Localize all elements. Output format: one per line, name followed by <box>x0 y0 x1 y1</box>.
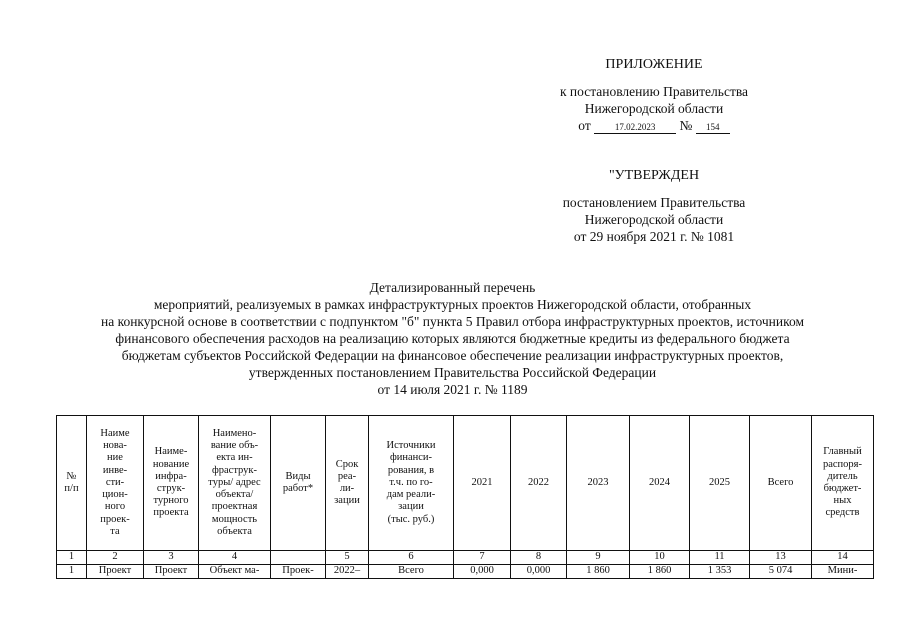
document-heading <box>40 279 865 398</box>
column-number: 14 <box>812 551 874 565</box>
column-number: 9 <box>567 551 630 565</box>
table-cell: Проек- <box>271 565 326 579</box>
table-cell: Мини- <box>812 565 874 579</box>
header-cell: 2022 <box>511 416 567 551</box>
column-number <box>271 551 326 565</box>
heading-line: Детализированный перечень <box>369 280 536 295</box>
appendix-line-1: к постановлению Правительства <box>559 84 749 99</box>
column-number: 1 <box>57 551 87 565</box>
approved-block <box>548 167 760 245</box>
column-number: 5 <box>326 551 369 565</box>
heading-line: утвержденных постановлением Правительства Российской Федерации <box>248 365 657 380</box>
table-cell: Всего <box>369 565 454 579</box>
table-cell: 2022– <box>326 565 369 579</box>
header-cell: Наиме- нование инфра- струк- турного проекта <box>144 416 199 551</box>
column-number: 7 <box>454 551 511 565</box>
table-cell: 1 860 <box>567 565 630 579</box>
appendix-number-prefix: № <box>679 118 693 133</box>
header-cell: Всего <box>750 416 812 551</box>
header-cell: № п/п <box>57 416 87 551</box>
heading-line: на конкурсной основе в соответствии с подпунктом "б" пункта 5 Правил отбора инфраструктурных проектов, источником <box>100 314 805 329</box>
column-number: 3 <box>144 551 199 565</box>
appendix-title: ПРИЛОЖЕНИЕ <box>605 57 703 72</box>
approved-line-3: от 29 ноября 2021 г. № 1081 <box>573 229 735 244</box>
table-cell: Проект <box>144 565 199 579</box>
header-cell: 2023 <box>567 416 630 551</box>
table-cell: 1 353 <box>690 565 750 579</box>
table-cell: Проект <box>87 565 144 579</box>
table-cell: Объект ма- <box>199 565 271 579</box>
table-header-row <box>57 416 874 551</box>
appendix-date: 17.02.2023 <box>594 121 676 134</box>
approved-title: "УТВЕРЖДЕН <box>608 168 700 183</box>
column-number: 4 <box>199 551 271 565</box>
table-cell: 1 860 <box>630 565 690 579</box>
column-number: 11 <box>690 551 750 565</box>
heading-line: финансового обеспечения расходов на реализацию которых являются бюджетные кредиты из федерального бюджета <box>115 331 790 346</box>
column-number: 10 <box>630 551 690 565</box>
header-cell: Наиме нова- ние инве- сти- цион- ного проек- та <box>87 416 144 551</box>
header-cell: Главный распоря- дитель бюджет- ных средств <box>812 416 874 551</box>
header-cell: 2024 <box>630 416 690 551</box>
appendix-line-2: Нижегородской области <box>584 101 724 116</box>
approved-line-1: постановлением Правительства <box>562 195 746 210</box>
table-cell: 0,000 <box>511 565 567 579</box>
table-row <box>57 565 874 579</box>
approved-line-2: Нижегородской области <box>584 212 724 227</box>
column-number: 6 <box>369 551 454 565</box>
header-cell: Виды работ* <box>271 416 326 551</box>
column-number: 2 <box>87 551 144 565</box>
table-cell: 0,000 <box>454 565 511 579</box>
column-number: 8 <box>511 551 567 565</box>
appendix-number: 154 <box>696 121 730 134</box>
appendix-date-prefix: от <box>578 118 591 133</box>
header-cell: 2021 <box>454 416 511 551</box>
table-cell: 5 074 <box>750 565 812 579</box>
header-cell: Наимено- вание объ- екта ин- фраструк- туры/ адрес объекта/ проектная мощность объекта <box>199 416 271 551</box>
heading-line: бюджетам субъектов Российской Федерации на финансовое обеспечение реализации инфраструктурных проектов, <box>121 348 784 363</box>
column-number-row <box>57 551 874 565</box>
header-cell: 2025 <box>690 416 750 551</box>
header-cell: Источники финанси- рования, в т.ч. по го- дам реали- зации (тыс. руб.) <box>369 416 454 551</box>
header-cell: Срок реа- ли- зации <box>326 416 369 551</box>
heading-line: мероприятий, реализуемых в рамках инфраструктурных проектов Нижегородской области, отобранных <box>153 297 752 312</box>
table-cell: 1 <box>57 565 87 579</box>
column-number: 13 <box>750 551 812 565</box>
heading-line: от 14 июля 2021 г. № 1189 <box>377 382 528 397</box>
appendix-block <box>548 56 760 134</box>
measures-table <box>56 415 874 579</box>
appendix-date-line <box>548 117 760 134</box>
